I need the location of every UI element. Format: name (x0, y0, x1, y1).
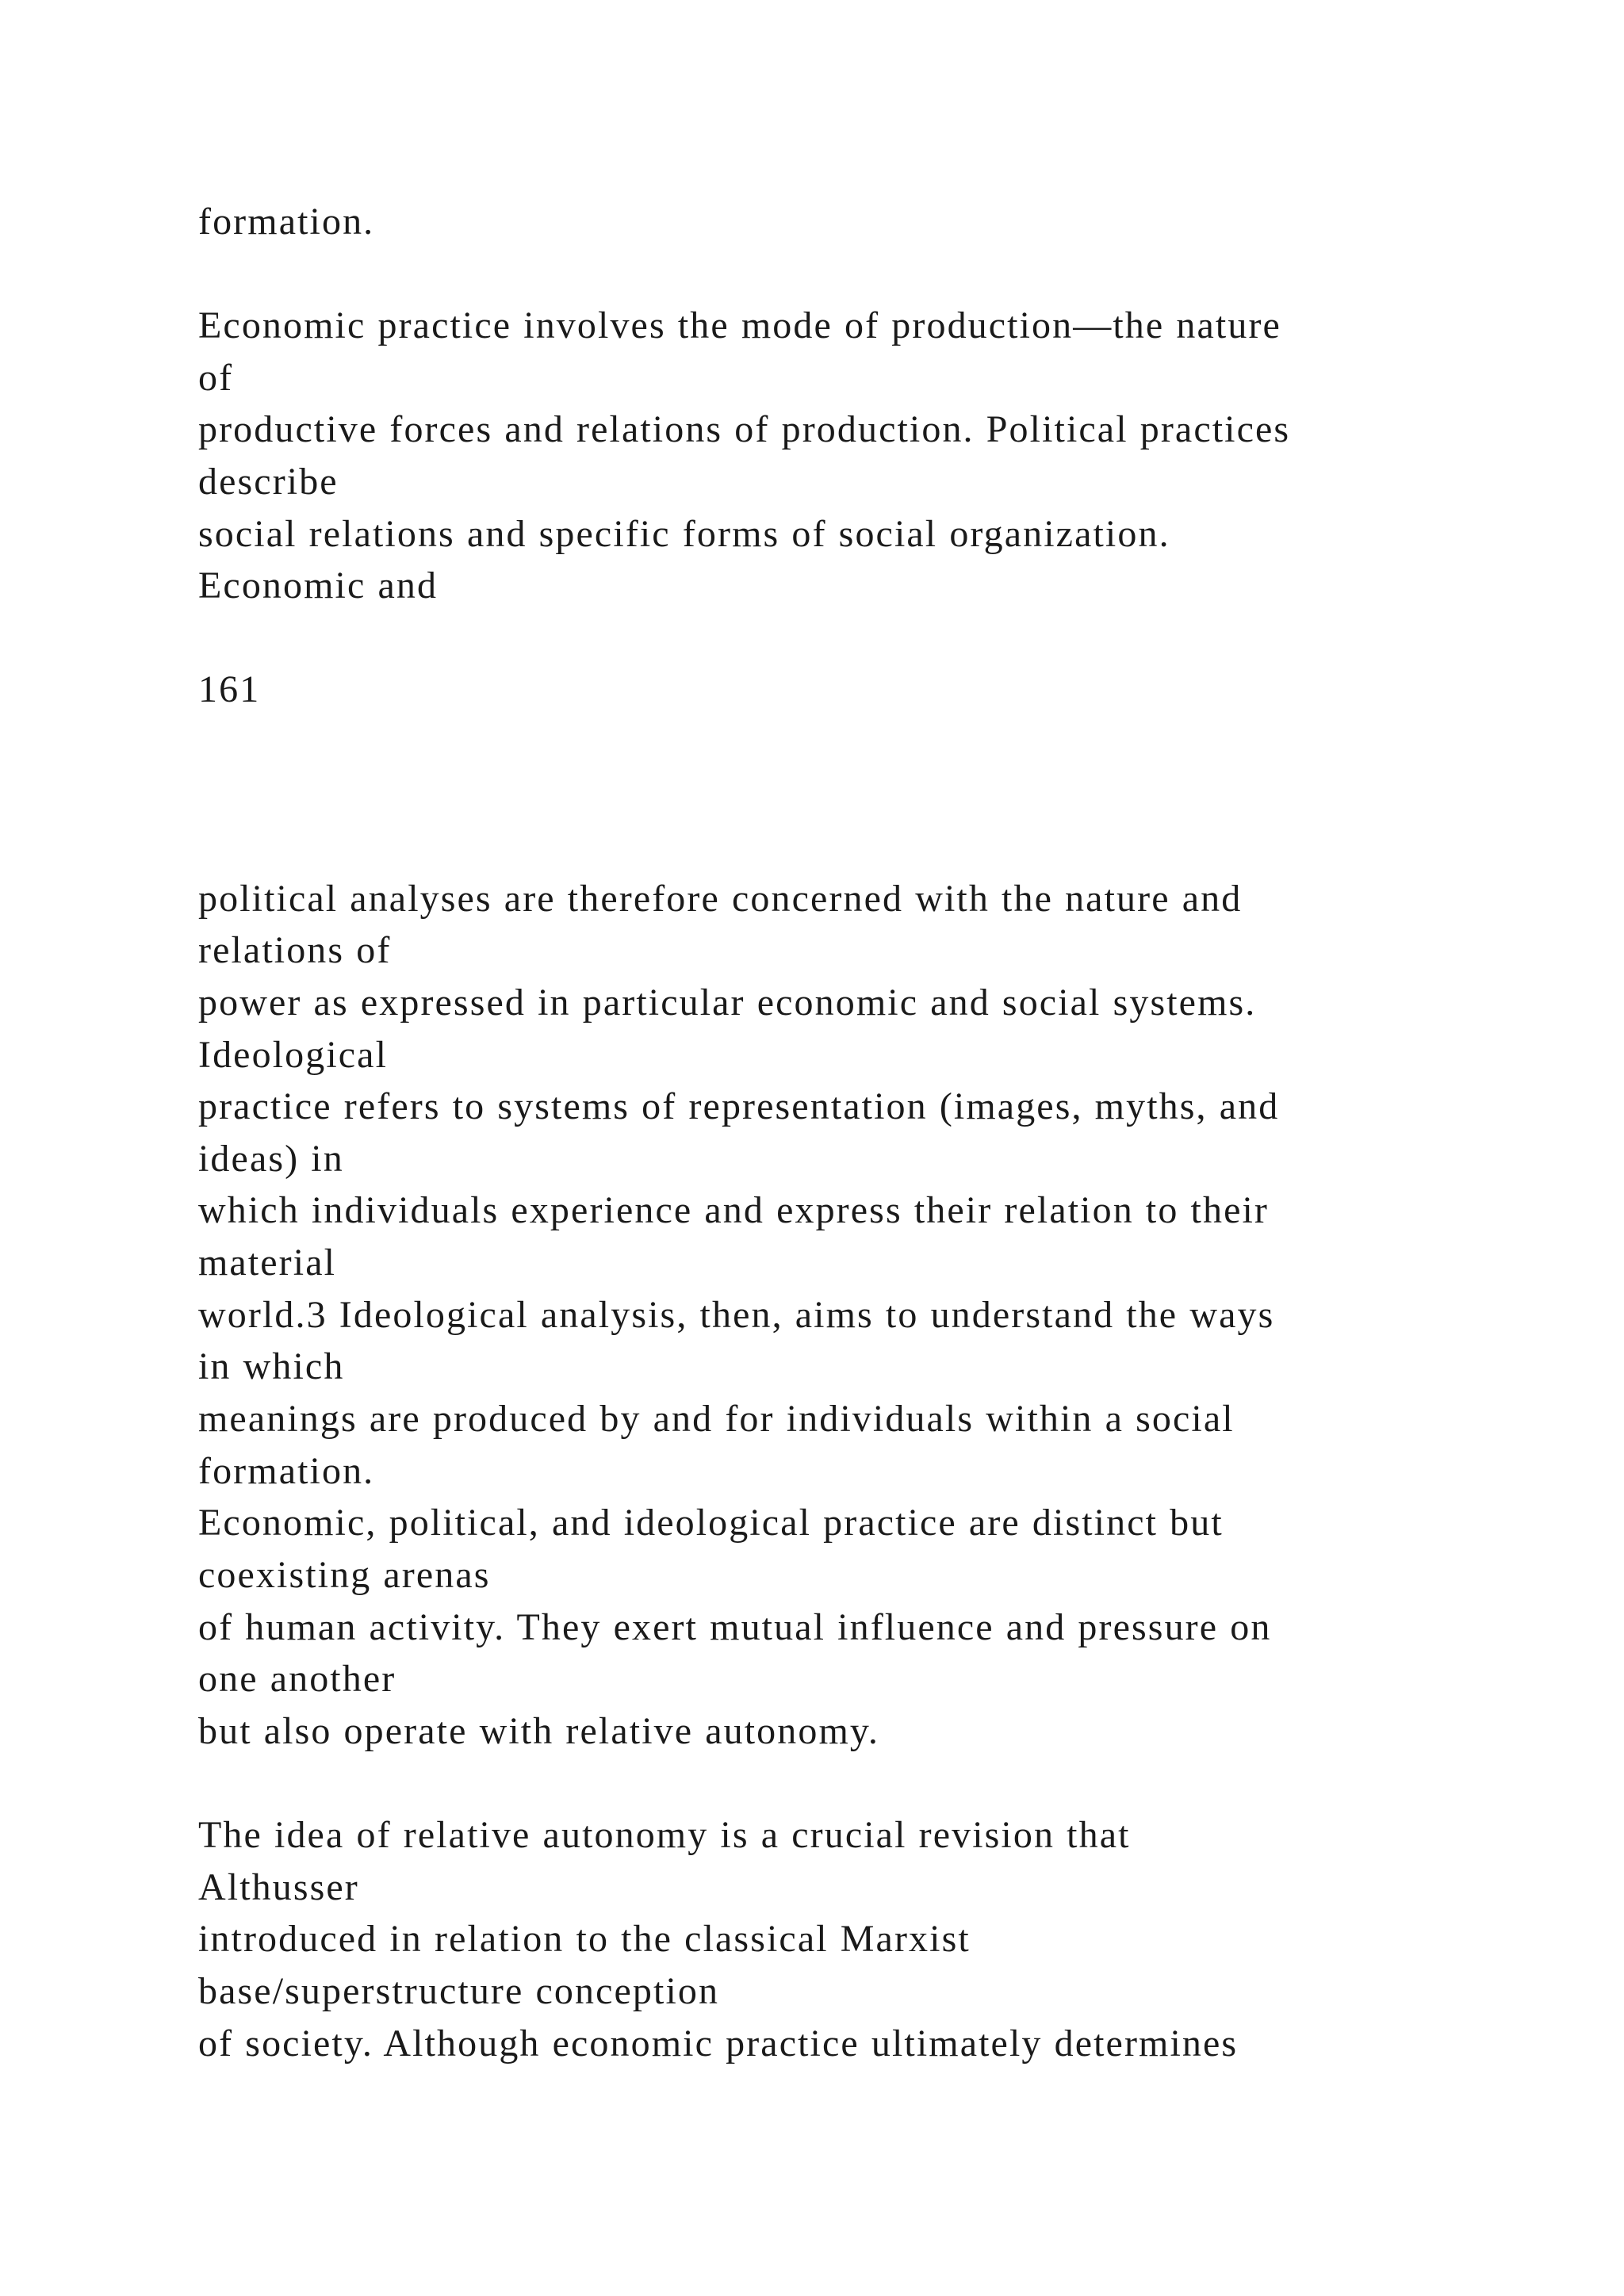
text-line: one another (198, 1658, 396, 1700)
text-line: The idea of relative autonomy is a crucial revision that (198, 1814, 1131, 1856)
text-line: Ideological (198, 1034, 389, 1076)
text-line: political analyses are therefore concerned with the nature and (198, 878, 1243, 920)
text-line: meanings are produced by and for individuals within a social (198, 1398, 1235, 1440)
text-line: world.3 Ideological analysis, then, aims to understand the ways (198, 1294, 1275, 1336)
text-line: formation. (198, 1450, 375, 1492)
text-line: of society. Although economic practice ultimately determines (198, 2022, 1239, 2064)
text-line: Economic practice involves the mode of production—the nature (198, 304, 1281, 346)
text-line: Althusser (198, 1866, 359, 1908)
text-line: of (198, 357, 234, 399)
text-line: coexisting arenas (198, 1554, 491, 1596)
text-line: in which (198, 1345, 345, 1387)
text-line: which individuals experience and express their relation to their (198, 1189, 1269, 1231)
text-line: material (198, 1242, 337, 1284)
text-line: but also operate with relative autonomy. (198, 1710, 879, 1752)
text-line: introduced in relation to the classical Marxist (198, 1918, 971, 1960)
text-line: Economic and (198, 564, 439, 607)
text-line: of human activity. They exert mutual influence and pressure on (198, 1606, 1272, 1648)
text-line: power as expressed in particular economic and social systems. (198, 982, 1257, 1024)
text-line: ideas) in (198, 1138, 344, 1180)
page-number: 161 (198, 668, 261, 710)
text-line: base/superstructure conception (198, 1970, 720, 2012)
text-line: formation. (198, 201, 375, 243)
text-line: Economic, political, and ideological practice are distinct but (198, 1502, 1224, 1544)
text-line: relations of (198, 929, 392, 971)
text-line: practice refers to systems of representation (images, myths, and (198, 1085, 1280, 1127)
text-line: social relations and specific forms of social organization. (198, 513, 1170, 555)
text-line: productive forces and relations of production. Political practices (198, 408, 1291, 450)
text-line: describe (198, 461, 339, 503)
